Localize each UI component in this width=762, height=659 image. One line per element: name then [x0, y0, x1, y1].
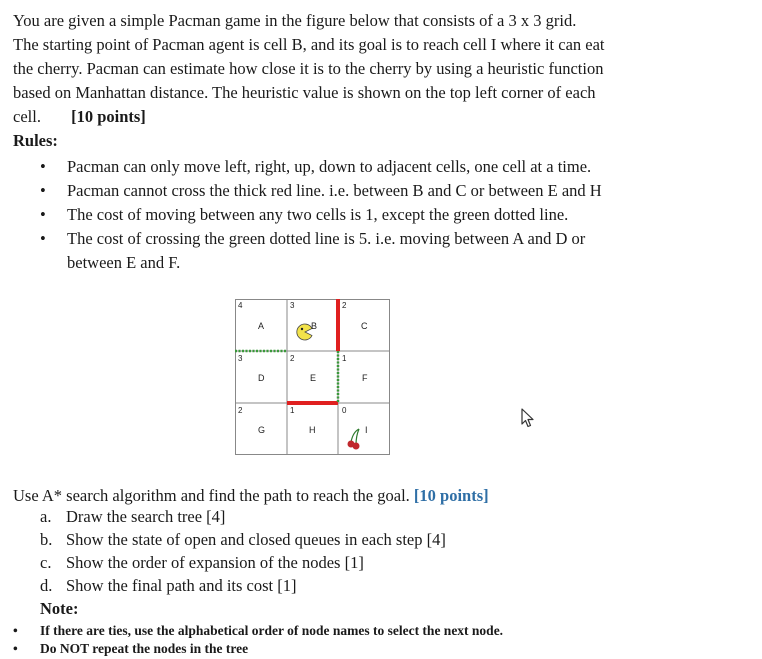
task-item-text: Show the order of expansion of the nodes [1]	[66, 553, 364, 572]
note-item	[13, 623, 503, 639]
note-title: Note:	[40, 599, 79, 618]
rule-text: The cost of moving between any two cells is 1, except the green dotted line.	[67, 205, 569, 224]
cell-f-label: F	[362, 373, 368, 383]
task-item-text: Draw the search tree [4]	[66, 507, 226, 526]
intro-line	[13, 105, 678, 129]
cell-b-label: B	[311, 321, 318, 331]
task-text: Use A* search algorithm and find the path to reach the goal.	[13, 486, 410, 505]
cell-b-heuristic: 3	[290, 301, 295, 310]
rule-item-continuation	[40, 251, 680, 275]
cell-d-label: D	[258, 373, 265, 383]
cell-f-heuristic: 1	[342, 354, 347, 363]
task-points: [10 points]	[413, 486, 489, 505]
rule-text: between E and F.	[67, 253, 181, 272]
cell-e-label: E	[310, 373, 317, 383]
cell-g-label: G	[258, 425, 266, 435]
pacman-grid	[235, 299, 390, 455]
cell-c-heuristic: 2	[342, 301, 347, 310]
intro-last-line: cell.	[13, 107, 41, 126]
cell-g-heuristic: 2	[238, 406, 243, 415]
task-item	[40, 576, 297, 596]
rule-item	[40, 179, 680, 203]
task-item-label: a.	[40, 507, 52, 526]
bullet-icon: •	[40, 181, 46, 200]
note-text: If there are ties, use the alphabetical order of node names to select the next node.	[40, 623, 504, 638]
rule-item	[40, 227, 680, 251]
mouse-cursor-icon	[521, 408, 535, 428]
cell-d-heuristic: 3	[238, 354, 243, 363]
rule-item	[40, 155, 680, 179]
task-item	[40, 530, 446, 550]
rule-text: The cost of crossing the green dotted line is 5. i.e. moving between A and D or	[67, 229, 586, 248]
bullet-icon: •	[40, 205, 46, 224]
cell-i-label: I	[365, 425, 368, 435]
rules-list	[40, 155, 680, 275]
task-item-label: d.	[40, 576, 53, 595]
cell-a-label: A	[258, 321, 265, 331]
bullet-icon: •	[13, 623, 18, 638]
bullet-icon: •	[40, 229, 46, 248]
task-item-label: b.	[40, 530, 53, 549]
task-item-label: c.	[40, 553, 52, 572]
cell-a-heuristic: 4	[238, 301, 243, 310]
intro-paragraph	[13, 9, 678, 129]
intro-line: based on Manhattan distance. The heuristic value is shown on the top left corner of each	[13, 83, 596, 102]
task-item-text: Show the final path and its cost [1]	[66, 576, 297, 595]
rule-text: Pacman can only move left, right, up, down to adjacent cells, one cell at a time.	[67, 157, 592, 176]
cell-e-heuristic: 2	[290, 354, 295, 363]
task-item	[40, 553, 364, 573]
intro-line: The starting point of Pacman agent is cell B, and its goal is to reach cell I where it can eat	[13, 35, 605, 54]
cell-c-label: C	[361, 321, 368, 331]
cell-h-heuristic: 1	[290, 406, 295, 415]
note-item	[13, 641, 248, 657]
rule-text: Pacman cannot cross the thick red line. i.e. between B and C or between E and H	[67, 181, 602, 200]
rule-item	[40, 203, 680, 227]
task-item	[40, 507, 225, 527]
cell-h-label: H	[309, 425, 316, 435]
task-statement	[13, 485, 489, 507]
note-text: Do NOT repeat the nodes in the tree	[40, 641, 249, 656]
rules-title: Rules:	[13, 131, 58, 150]
cell-i-heuristic: 0	[342, 406, 347, 415]
task-item-text: Show the state of open and closed queues in each step [4]	[66, 530, 446, 549]
bullet-icon: •	[40, 157, 46, 176]
intro-points: [10 points]	[71, 107, 146, 126]
intro-line: the cherry. Pacman can estimate how close it is to the cherry by using a heuristic function	[13, 59, 604, 78]
intro-line: You are given a simple Pacman game in the figure below that consists of a 3 x 3 grid.	[13, 11, 577, 30]
bullet-icon: •	[13, 641, 18, 656]
